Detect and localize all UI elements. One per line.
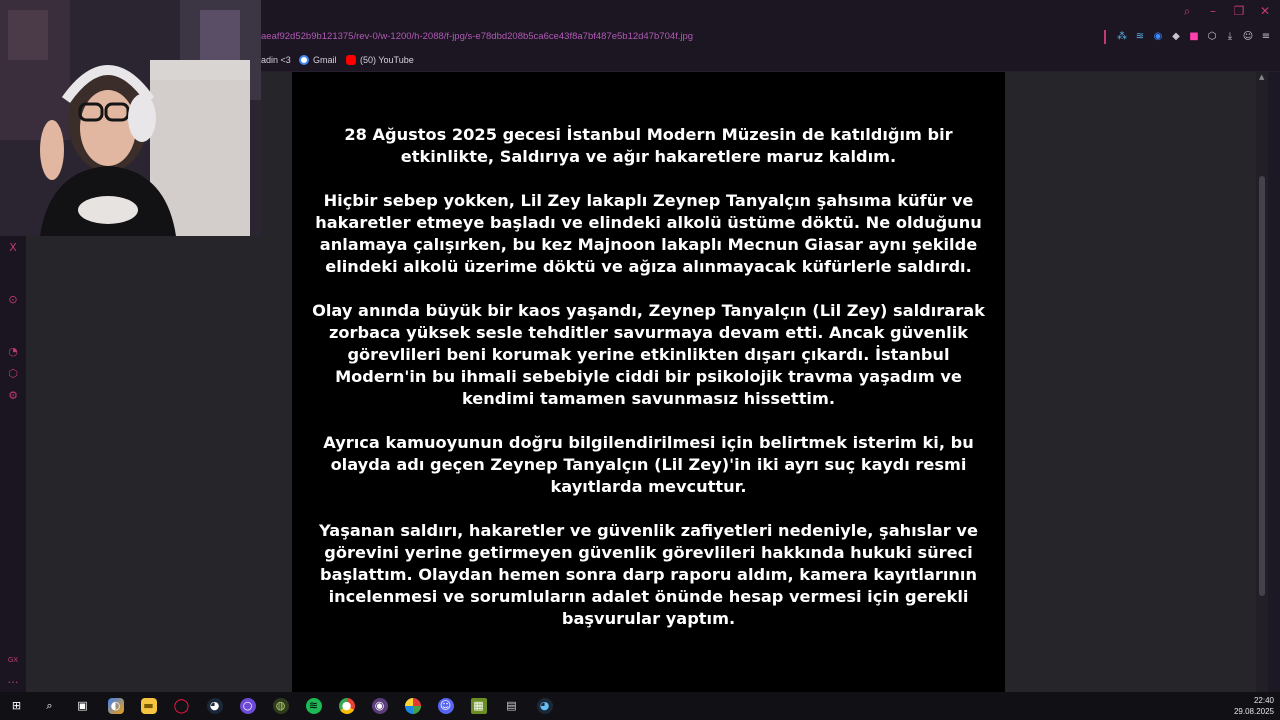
more-icon[interactable]: … bbox=[7, 673, 19, 686]
vpn-icon[interactable]: ◉ bbox=[1153, 31, 1163, 42]
app-window-icon[interactable]: ▤ bbox=[506, 699, 517, 712]
profile-icon[interactable]: ☺ bbox=[1242, 31, 1254, 42]
bookmark-label: adin <3 bbox=[261, 55, 291, 65]
scrollbar-thumb[interactable] bbox=[1259, 176, 1265, 596]
bookmark-label: Gmail bbox=[313, 55, 337, 65]
file-explorer-icon[interactable]: ▬ bbox=[132, 692, 165, 720]
clock-date: 29.08.2025 bbox=[1233, 707, 1274, 716]
menu-icon[interactable]: ≡ bbox=[1261, 31, 1271, 42]
restore-icon[interactable]: ❐ bbox=[1233, 4, 1245, 18]
statement-text bbox=[312, 124, 985, 652]
search-icon[interactable]: ⌕ bbox=[1183, 4, 1191, 18]
streamer-webcam-image bbox=[0, 0, 261, 236]
url-text[interactable]: aeaf92d52b9b121375/rev-0/w-1200/h-2088/f-jpg/s-e78dbd208b5ca6ce43f8a7bf487e5b12d47b704f.jpg bbox=[261, 31, 694, 42]
vertical-scrollbar[interactable] bbox=[1256, 72, 1268, 692]
statement-paragraph: 28 Ağustos 2025 gecesi İstanbul Modern Müzesin de katıldığım bir etkinlikte, Saldırıya ve ağır hakaretlere maruz kaldım. bbox=[344, 125, 953, 166]
bookmark-item[interactable] bbox=[346, 55, 414, 65]
steam-2-icon[interactable]: ◕ bbox=[528, 692, 561, 720]
task-view-icon[interactable]: ▣ bbox=[77, 699, 88, 712]
obs-icon[interactable]: ◉ bbox=[363, 692, 396, 720]
statement-image bbox=[292, 72, 1005, 692]
steam-icon[interactable]: ◕ bbox=[198, 692, 231, 720]
statement-paragraph: Olay anında büyük bir kaos yaşandı, Zeynep Tanyalçın (Lil Zey) saldırarak zorbaca yüksek sesle tehditler savurmaya devam etti. Ancak güvenlik görevlileri beni korumak yerine etkinlikten dışarı çıkardı. İstanbul Modern'in bu ihmali sebebiyle ciddi bir psikolojik travma yaşadım ve kendimi tamamen savunmasız hissettim. bbox=[312, 301, 985, 408]
app-multicolor-icon[interactable] bbox=[396, 692, 429, 720]
statement-paragraph: Ayrıca kamuoyunun doğru bilgilendirilmesi için belirtmek isterim ki, bu olayda adı geçen Zeynep Tanyalçın (Lil Zey)'in iki ayrı suç kaydı resmi kayıtlarda mevcuttur. bbox=[323, 433, 974, 496]
scroll-up-icon[interactable]: ▲ bbox=[1259, 73, 1265, 81]
app-round-icon[interactable]: ◍ bbox=[264, 692, 297, 720]
windows-start-icon[interactable]: ⊞ bbox=[11, 699, 22, 712]
bookmark-item[interactable] bbox=[261, 55, 291, 65]
settings-icon[interactable]: ⚙ bbox=[8, 389, 18, 402]
bookmark-item[interactable] bbox=[299, 55, 337, 65]
audio-icon[interactable]: ≋ bbox=[1135, 31, 1145, 42]
close-icon[interactable]: ✕ bbox=[1259, 4, 1271, 18]
minimize-icon[interactable]: – bbox=[1210, 4, 1216, 18]
app-circle-icon[interactable]: ○ bbox=[231, 692, 264, 720]
google-icon bbox=[299, 55, 309, 65]
minecraft-icon[interactable]: ▦ bbox=[462, 692, 495, 720]
statement-paragraph: Hiçbir sebep yokken, Lil Zey lakaplı Zeynep Tanyalçın şahsıma küfür ve hakaretler etmeye başladı ve elindeki alkolü üstüme döktü. Ne olduğunu anlamaya çalışırken, bu kez Majnoon lakaplı Mecnun Giasar aynı şekilde elindeki alkolü üzerime döktü ve ağıza alınmayacak küfürlerle saldırdı. bbox=[315, 191, 982, 276]
player-icon[interactable]: ⊙ bbox=[8, 293, 18, 306]
window-controls bbox=[1180, 4, 1272, 18]
system-clock[interactable] bbox=[1234, 695, 1274, 717]
spotify-icon[interactable]: ≋ bbox=[297, 692, 330, 720]
extension-diamond-icon[interactable]: ◆ bbox=[1172, 31, 1180, 42]
opera-gx-icon[interactable]: ◯ bbox=[173, 698, 190, 714]
x-twitter-icon[interactable]: X bbox=[9, 241, 17, 254]
webcam-overlay bbox=[0, 0, 261, 236]
history-icon[interactable]: ◔ bbox=[8, 345, 18, 358]
statement-paragraph: Yaşanan saldırı, hakaretler ve güvenlik zafiyetleri nedeniyle, şahıslar ve görevini yerine getirmeyen güvenlik görevlileri hakkında hukuki süreci başlattım. Olaydan hemen sonra darp raporu aldım, kamera kayıtlarının incelenmesi ve sorumluların adalet önünde hesap vermesi için gerekli başvurular yaptım. bbox=[319, 521, 978, 628]
translate-icon[interactable]: ⁂ bbox=[1117, 31, 1127, 42]
download-icon[interactable]: ⤓ bbox=[1227, 31, 1233, 42]
copilot-icon[interactable]: ◐ bbox=[99, 692, 132, 720]
extensions-puzzle-icon[interactable]: ⬡ bbox=[1207, 31, 1217, 42]
youtube-icon bbox=[346, 55, 356, 65]
extension-pink-icon[interactable]: ■ bbox=[1189, 31, 1199, 42]
search-icon[interactable]: ⌕ bbox=[46, 699, 53, 712]
clock-time: 22:40 bbox=[1253, 696, 1274, 705]
browser-sidebar bbox=[0, 236, 26, 692]
extensions-toolbar bbox=[1104, 30, 1272, 44]
toolbar-divider bbox=[1104, 30, 1106, 44]
chrome-icon[interactable]: ● bbox=[330, 692, 363, 720]
gx-icon[interactable]: GX bbox=[7, 656, 19, 664]
discord-icon[interactable]: ☺ bbox=[429, 692, 462, 720]
windows-taskbar bbox=[0, 692, 1280, 720]
bookmark-label: (50) YouTube bbox=[360, 55, 414, 65]
extensions-icon[interactable]: ⬡ bbox=[8, 367, 18, 380]
